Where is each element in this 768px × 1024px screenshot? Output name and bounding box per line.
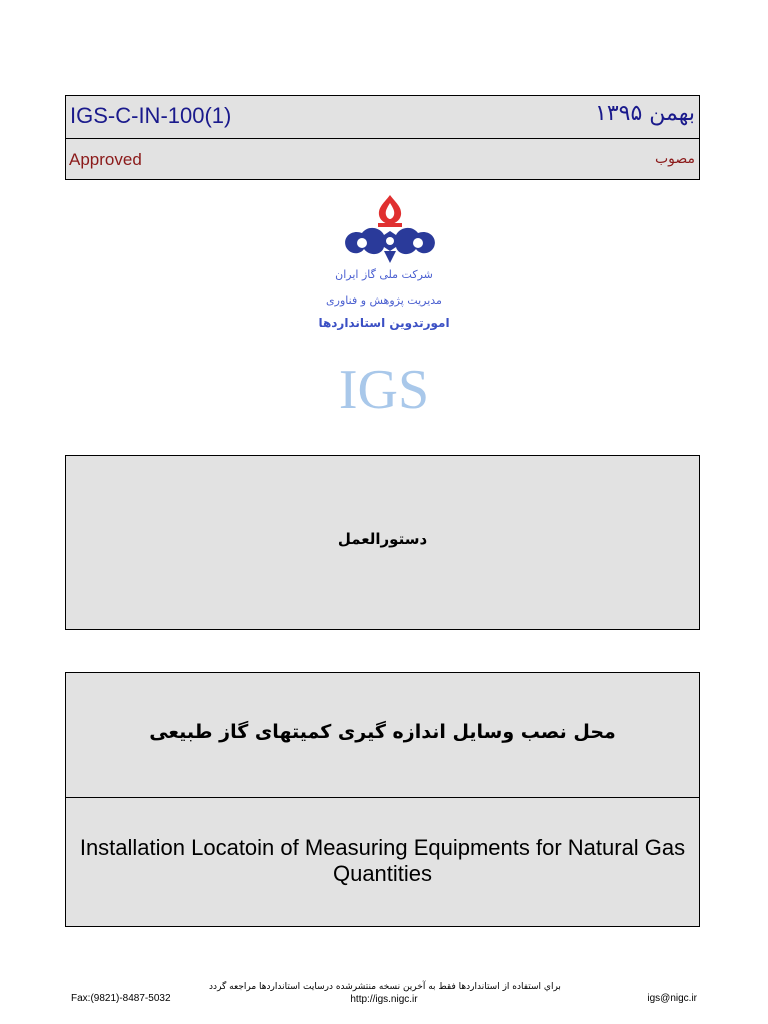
document-date: بهمن ۱۳۹۵ (595, 101, 695, 126)
header-table (65, 95, 700, 180)
document-type-label: دستورالعمل (337, 530, 428, 548)
igs-wordmark: IGS (338, 359, 430, 421)
document-type-box (65, 455, 700, 630)
title-en: Installation Locatoin of Measuring Equipments for Natural Gas Quantities (79, 835, 686, 886)
header-row-code (66, 96, 699, 138)
footer-email-link[interactable]: igs@nigc.ir (647, 993, 697, 1004)
document-code: IGS-C-IN-100(1) (70, 103, 232, 128)
title-fa: محل نصب وسایل اندازه گیری کمیتهای گاز طبیعی (149, 721, 616, 743)
status-fa: مصوب (654, 151, 695, 167)
footer-note: براي استفاده از استانداردها فقط به آخرين نسخه منتشرشده درسايت استانداردها مراجعه گردد (209, 982, 561, 992)
status-en: Approved (69, 150, 142, 169)
department-name: امورتدوین استانداردها (318, 316, 450, 330)
title-divider (66, 797, 699, 798)
company-name: شرکت ملی گاز ایران (335, 268, 433, 281)
header-row-status (66, 138, 699, 180)
footer-fax: Fax:(9821)-8487-5032 (71, 993, 171, 1004)
nigc-logo-icon (340, 193, 440, 265)
title-box (65, 672, 700, 927)
footer-url-link[interactable]: http://igs.nigc.ir (350, 994, 418, 1005)
division-name: مدیریت پژوهش و فناوری (326, 294, 442, 307)
